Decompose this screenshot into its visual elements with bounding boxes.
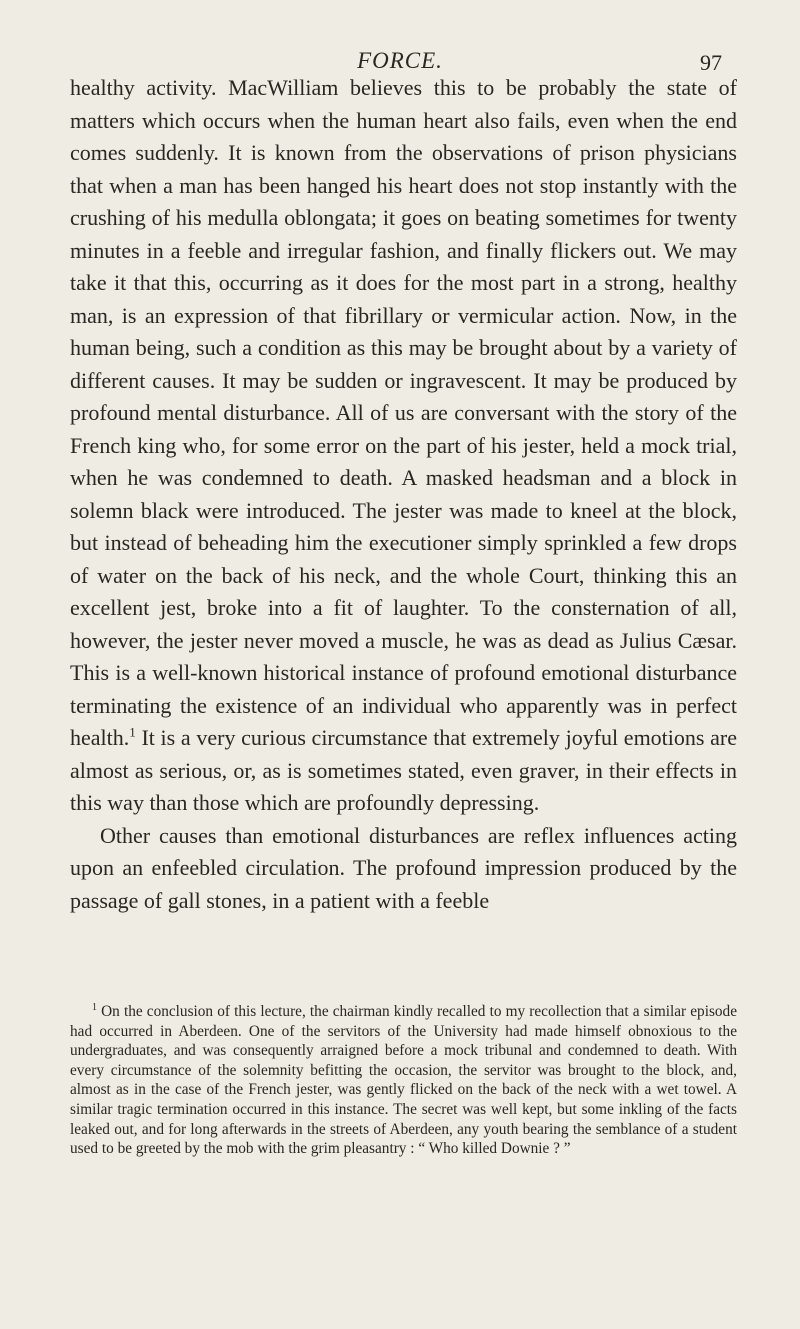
paragraph-2: Other causes than emotional disturbances are reflex influences acting upon an enfeebled circulation. The profound impression produced by the passage of gall stones, in a patient with a feeble (70, 822, 737, 913)
footnote (70, 1002, 737, 1159)
running-head-title: FORCE. (357, 48, 443, 73)
paragraph-1-text-b: It is a very curious circumstance that extremely joyful emotions are almost as serious, or, as is sometimes stated, even graver, in their effects in this way than those which are profoundly depressing. (70, 725, 737, 815)
paragraph-1-text-a: healthy activity. MacWilliam believes this to be probably the state of matters which occurs when the human heart also fails, even when the end comes suddenly. It is known from the observations of prison physicians that when a man has been hanged his heart does not stop instantly with the crushing of his medulla oblongata; it goes on beating sometimes for twenty minutes in a feeble and irregular fashion, and finally flickers out. We may take it that this, occurring as it does for the most part in a strong, healthy man, is an expression of that fibrillary or vermicular action. Now, in the human being, such a condition as this may be brought about by a variety of different causes. It may be sudden or ingravescent. It may be produced by profound mental disturbance. All of us are conversant with the story of the French king who, for some error on the part of his jester, held a mock trial, when he was condemned to death. A masked headsman and a block in solemn black were introduced. The jester was made to kneel at the block, but instead of beheading him the executioner simply sprinkled a few drops of water on the back of his neck, and the whole Court, thinking this an excellent jest, broke into a fit of laughter. To the consternation of all, however, the jester never moved a muscle, he was as dead as Julius Cæsar. This is a well-known historical instance of profound emotional disturbance terminating the existence of an individual who apparently was in perfect health. (70, 75, 737, 750)
footnote-mark: 1 (92, 1001, 97, 1013)
running-head (0, 44, 800, 74)
body-text (70, 72, 737, 917)
paragraph-1 (70, 72, 737, 820)
footnote-reference: 1 (129, 724, 136, 740)
page-number: 97 (700, 50, 722, 75)
footnote-text: On the conclusion of this lecture, the chairman kindly recalled to my recollection that a similar episode had occurred in Aberdeen. One of the servitors of the University had made himself obnoxious to the undergraduates, and was consequently arraigned before a mock tribunal and condemned to death. With every circumstance of the solemnity befitting the occasion, the servitor was brought to the block, and, almost as in the case of the French jester, was gently flicked on the back of the neck with a wet towel. A similar tragic termination occurred in this instance. The secret was well kept, but some inkling of the facts leaked out, and for long afterwards in the streets of Aberdeen, any youth bearing the semblance of a student used to be greeted by the mob with the grim pleasantry : “ Who killed Downie ? ” (70, 1003, 737, 1158)
